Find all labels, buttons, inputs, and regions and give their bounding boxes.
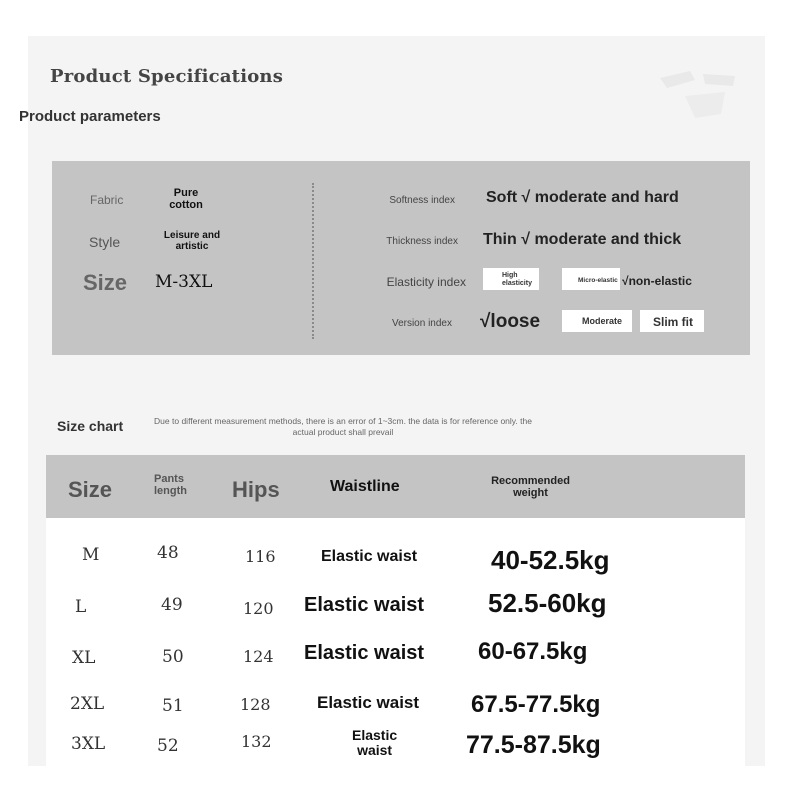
version-label: Version index [391, 318, 452, 329]
row-m-hips: 116 [245, 547, 276, 566]
row-xl-waist: Elastic waist [304, 642, 425, 664]
version-loose: √loose [480, 311, 541, 332]
high-elasticity-text: High elasticity [502, 272, 532, 287]
size-label: Size [83, 270, 128, 295]
fabric-value: Pure cotton [169, 187, 203, 211]
thickness-label: Thickness index [386, 236, 458, 247]
softness-value: Soft √ moderate and hard [486, 189, 679, 206]
row-2xl-length: 51 [162, 696, 184, 716]
row-m-size: M [82, 545, 100, 565]
row-3xl-length: 52 [157, 736, 179, 756]
row-xl-hips: 124 [243, 647, 274, 666]
micro-elastic-text: Micro-elastic [578, 277, 618, 284]
size-chart-label: Size chart [57, 418, 124, 434]
row-l-waist: Elastic waist [304, 594, 425, 616]
size-value: M-3XL [155, 272, 213, 292]
header-waistline: Waistline [330, 478, 400, 495]
non-elastic-text: √non-elastic [622, 274, 692, 288]
page-title: Product Specifications [50, 66, 284, 87]
softness-label: Softness index [389, 195, 455, 206]
thickness-value: Thin √ moderate and thick [483, 231, 682, 248]
section-subtitle: Product parameters [19, 108, 161, 125]
header-recommended-weight: Recommended weight [491, 475, 570, 499]
row-xl-weight: 60-67.5kg [478, 638, 588, 665]
style-value: Leisure and artistic [163, 230, 221, 252]
row-2xl-weight: 67.5-77.5kg [471, 691, 601, 718]
row-xl-size: XL [72, 648, 96, 668]
parameters-divider [312, 183, 314, 339]
header-hips: Hips [232, 477, 280, 502]
row-l-size: L [75, 597, 87, 617]
style-label: Style [89, 234, 121, 250]
row-2xl-hips: 128 [240, 695, 271, 714]
row-m-waist: Elastic waist [321, 548, 418, 565]
elasticity-label: Elasticity index [386, 275, 466, 289]
row-l-weight: 52.5-60kg [488, 588, 607, 618]
row-2xl-size: 2XL [70, 694, 105, 714]
row-3xl-weight: 77.5-87.5kg [466, 731, 601, 759]
row-l-length: 49 [161, 595, 183, 615]
header-pants-length: Pants length [154, 473, 187, 497]
header-size: Size [68, 477, 113, 502]
row-3xl-hips: 132 [241, 732, 272, 751]
watermark-logo [655, 66, 740, 121]
row-l-hips: 120 [243, 599, 274, 618]
row-xl-length: 50 [162, 647, 184, 667]
measurement-note: Due to different measurement methods, there is an error of 1~3cm. the data is for reference only. the actual product shall prevail [154, 416, 532, 437]
row-3xl-size: 3XL [71, 734, 106, 754]
moderate-text: Moderate [582, 316, 623, 326]
row-m-weight: 40-52.5kg [491, 545, 610, 575]
row-m-length: 48 [157, 543, 179, 563]
row-2xl-waist: Elastic waist [317, 693, 420, 712]
row-3xl-waist: Elastic waist [352, 727, 398, 758]
slim-fit-text: Slim fit [653, 315, 694, 329]
fabric-label: Fabric [90, 193, 124, 207]
